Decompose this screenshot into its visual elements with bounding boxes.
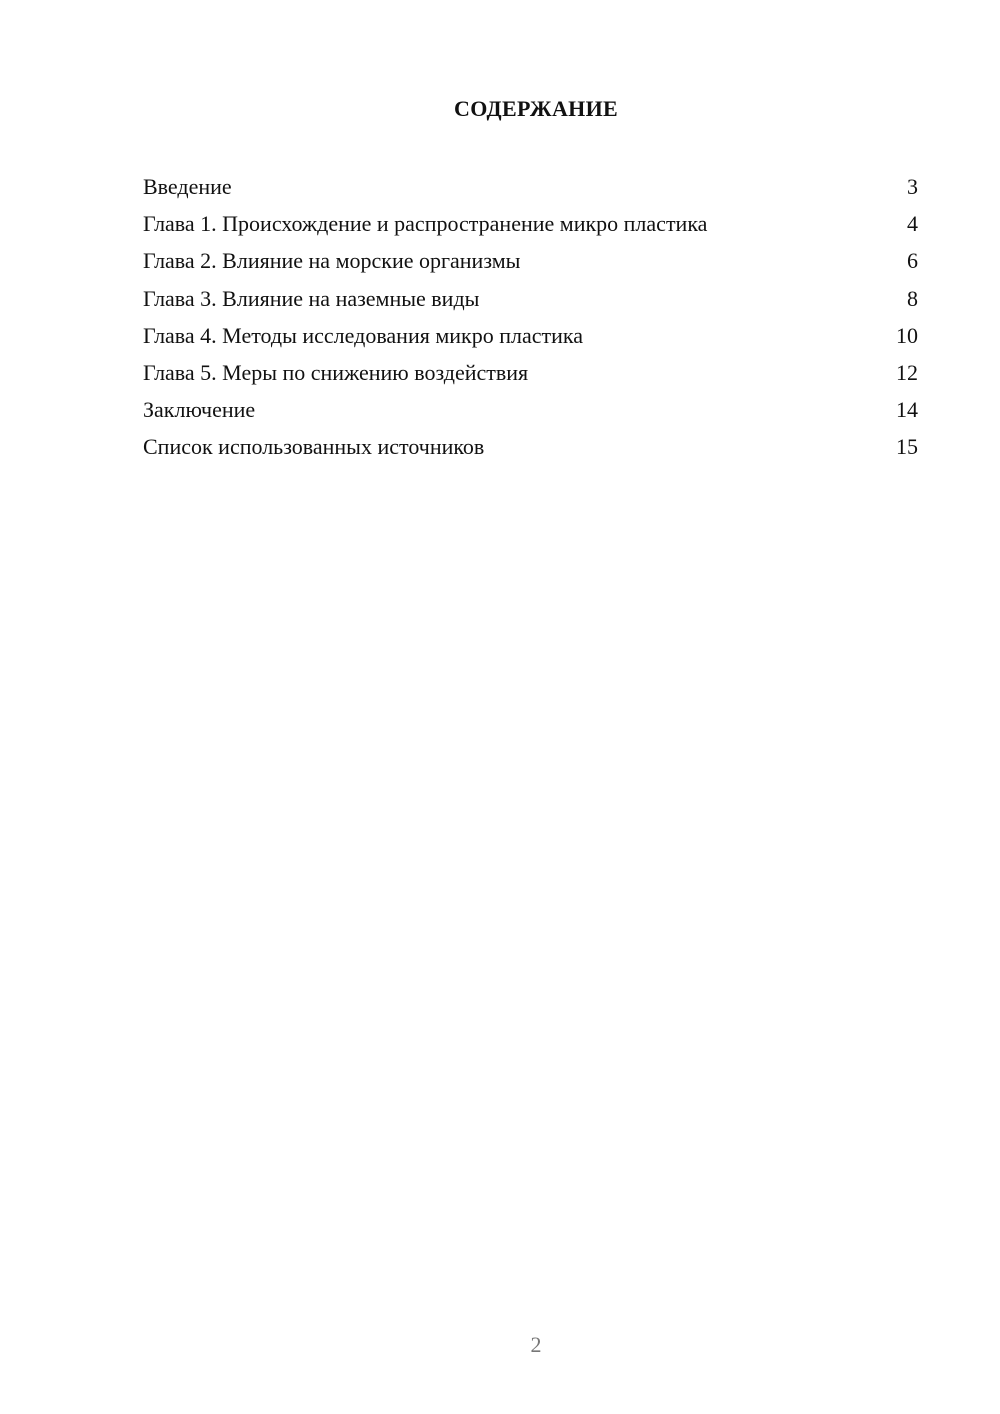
toc-entry-page: 10 [896, 322, 918, 348]
toc-entry[interactable] [143, 280, 918, 317]
toc-entry-page: 12 [896, 359, 918, 385]
toc-entry-label: Глава 4. Методы исследования микро пластика [143, 322, 584, 348]
toc-entry-page: 8 [907, 285, 918, 311]
page-title: СОДЕРЖАНИЕ [454, 96, 618, 121]
toc-entry-label: Список использованных источников [143, 434, 485, 460]
table-of-contents [143, 168, 918, 466]
toc-entry-label: Заключение [143, 397, 256, 423]
toc-entry-page: 6 [907, 248, 918, 274]
toc-entry-label: Глава 2. Влияние на морские организмы [143, 248, 521, 274]
page-number: 2 [530, 1332, 542, 1357]
toc-entry[interactable] [143, 317, 918, 354]
toc-entry[interactable] [143, 168, 918, 205]
toc-entry-label: Глава 3. Влияние на наземные виды [143, 285, 480, 311]
toc-entry[interactable] [143, 242, 918, 279]
toc-entry-page: 3 [907, 174, 918, 199]
toc-entry[interactable] [143, 391, 918, 428]
toc-entry[interactable] [143, 428, 918, 465]
toc-entry-page: 4 [907, 211, 918, 237]
toc-entry-label: Введение [143, 174, 232, 199]
toc-entry-page: 15 [896, 434, 918, 460]
toc-entry[interactable] [143, 354, 918, 391]
toc-entry-label: Глава 1. Происхождение и распространение микро пластика [143, 211, 708, 237]
toc-entry[interactable] [143, 205, 918, 242]
toc-entry-label: Глава 5. Меры по снижению воздействия [143, 359, 529, 385]
toc-entry-page: 14 [896, 397, 918, 423]
